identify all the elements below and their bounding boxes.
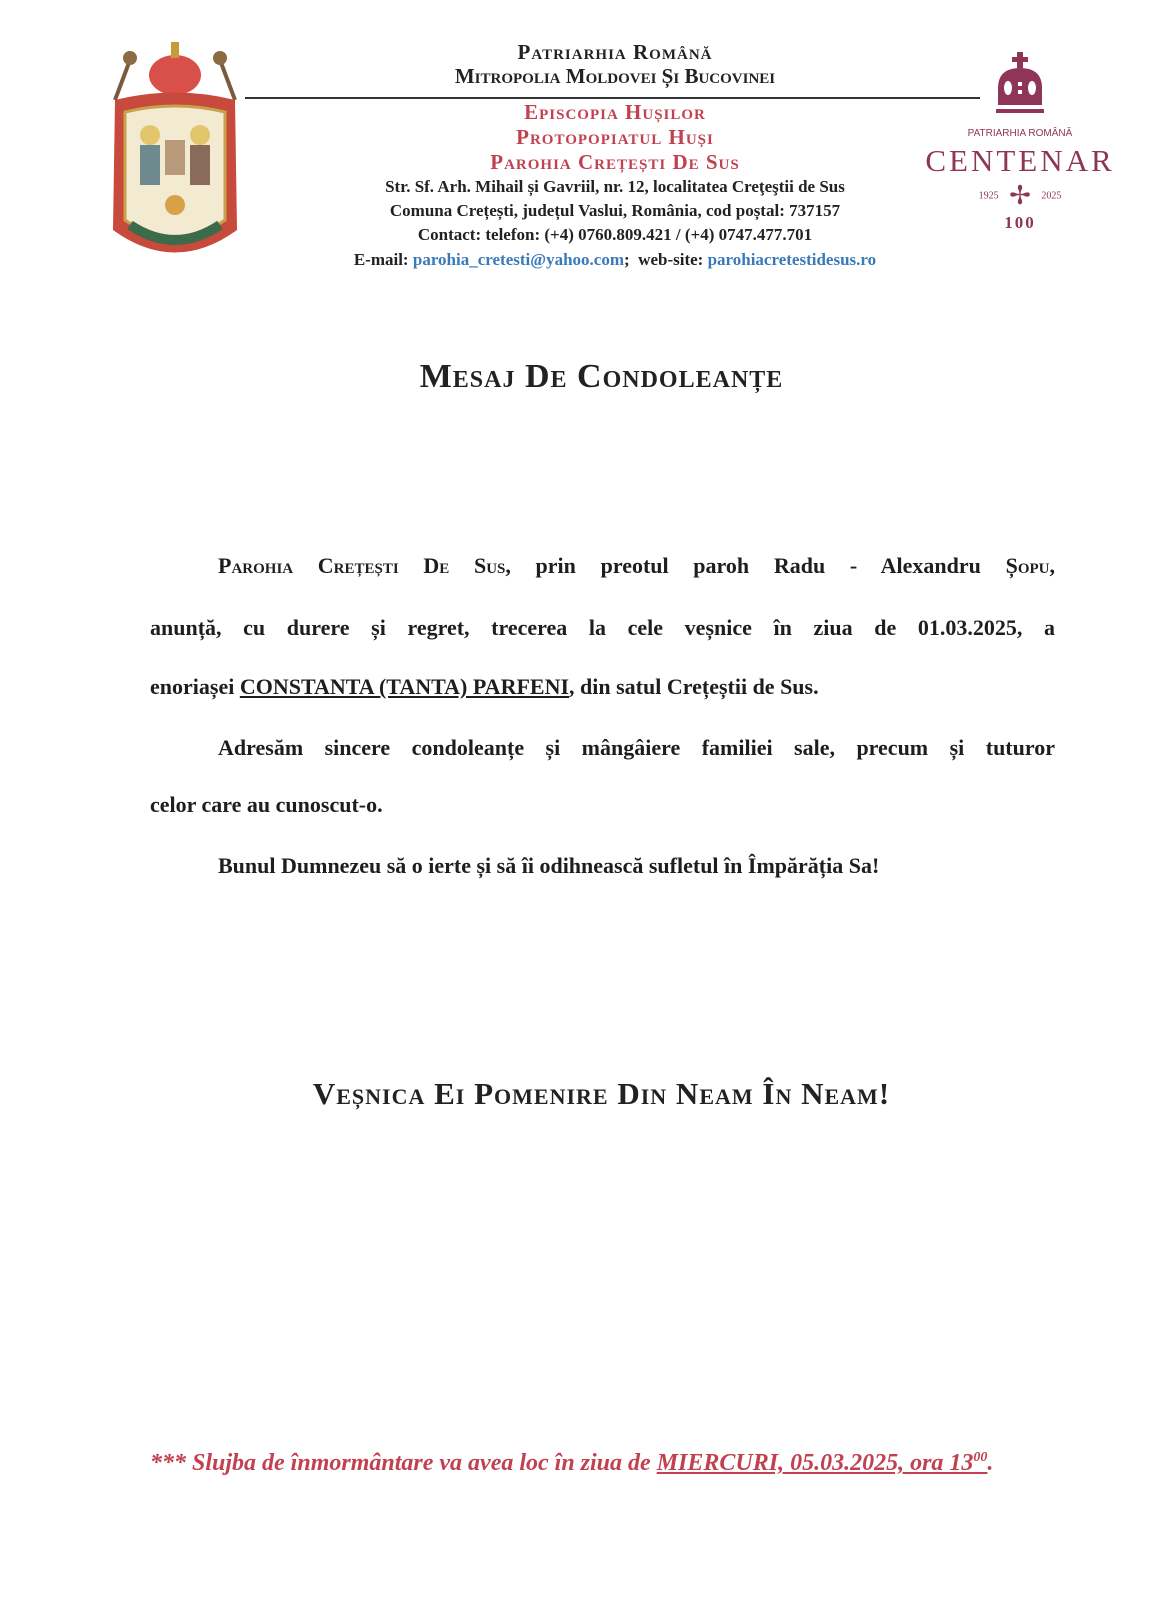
funeral-date: MIERCURI, 05.03.2025, ora 13: [656, 1450, 974, 1476]
header-diocese: Episcopia Hușilor: [524, 100, 706, 124]
header-parish: Parohia Crețești De Sus: [490, 150, 740, 174]
document-title: Mesaj De Condoleanțe: [419, 358, 784, 395]
paragraph-1-line-2: anunță, cu durere și regret, trecerea la cele veșnice în ziua de 01.03.2025, a: [150, 615, 1055, 640]
parish-name: Parohia Crețești De Sus: [218, 553, 506, 578]
parish-coat-of-arms-logo: [105, 40, 245, 270]
cross-icon: ✢: [1009, 181, 1031, 210]
website-link[interactable]: parohiacretestidesus.ro: [707, 250, 877, 269]
header-divider: [245, 97, 980, 99]
centenar-years: [925, 181, 1115, 211]
crown-icon: [990, 50, 1050, 120]
funeral-notice: [150, 1450, 993, 1477]
header-metropolis: Mitropolia Moldovei Și Bucovinei: [454, 64, 776, 88]
paragraph-2-line-1: Adresăm sincere condoleanțe și mângâiere familiei sale, precum și tuturor: [218, 735, 1055, 760]
header-deanery: Protopopiatul Huși: [516, 125, 714, 149]
paragraph-1-text: enoriașei: [150, 674, 240, 699]
paragraph-2-line-2: celor care au cunoscut-o.: [150, 792, 383, 817]
header-contact: Contact: telefon: (+4) 0760.809.421 / (+4) 0747.477.701: [417, 225, 813, 244]
header-address-2: Comuna Crețești, județul Vaslui, România, cod poștal: 737157: [389, 201, 841, 220]
period: .: [987, 1450, 994, 1476]
comma: ,: [1049, 553, 1055, 578]
paragraph-1-line-3: [150, 674, 819, 700]
paragraph-1-line-1: [218, 553, 1055, 579]
closing-line: Veșnica Ei Pomenire Din Neam În Neam!: [312, 1076, 891, 1111]
header-patriarchate: Patriarhia Română: [517, 40, 713, 64]
priest-surname: Șopu: [1005, 553, 1050, 578]
paragraph-1-text: , din satul Crețeștii de Sus.: [569, 674, 819, 699]
funeral-datetime: [657, 1450, 988, 1476]
centenar-number: 100: [1004, 213, 1036, 232]
paragraph-1-text: , prin preotul paroh Radu - Alexandru: [505, 553, 1006, 578]
year-end: 2025: [1041, 190, 1062, 202]
centenar-title: CENTENAR: [925, 143, 1115, 178]
web-label: ; web-site:: [624, 250, 708, 269]
email-link[interactable]: parohia_cretesti@yahoo.com: [412, 250, 624, 269]
centenar-top-label: PATRIARHIA ROMÂNĂ: [967, 128, 1073, 139]
deceased-name: CONSTANTA (TANTA) PARFENI: [239, 674, 570, 699]
header-online: [240, 250, 990, 270]
centenar-logo: [925, 50, 1115, 260]
year-start: 1925: [978, 190, 999, 202]
paragraph-3: Bunul Dumnezeu să o ierte și să îi odihnească sufletul în Împărăția Sa!: [218, 853, 880, 878]
email-label: E-mail:: [353, 250, 413, 269]
header-address-1: Str. Sf. Arh. Mihail și Gavriil, nr. 12, localitatea Creţeştii de Sus: [385, 177, 845, 196]
funeral-time-minutes: 00: [973, 1450, 988, 1465]
funeral-notice-text: *** Slujba de înmormântare va avea loc în ziua de: [150, 1450, 657, 1476]
